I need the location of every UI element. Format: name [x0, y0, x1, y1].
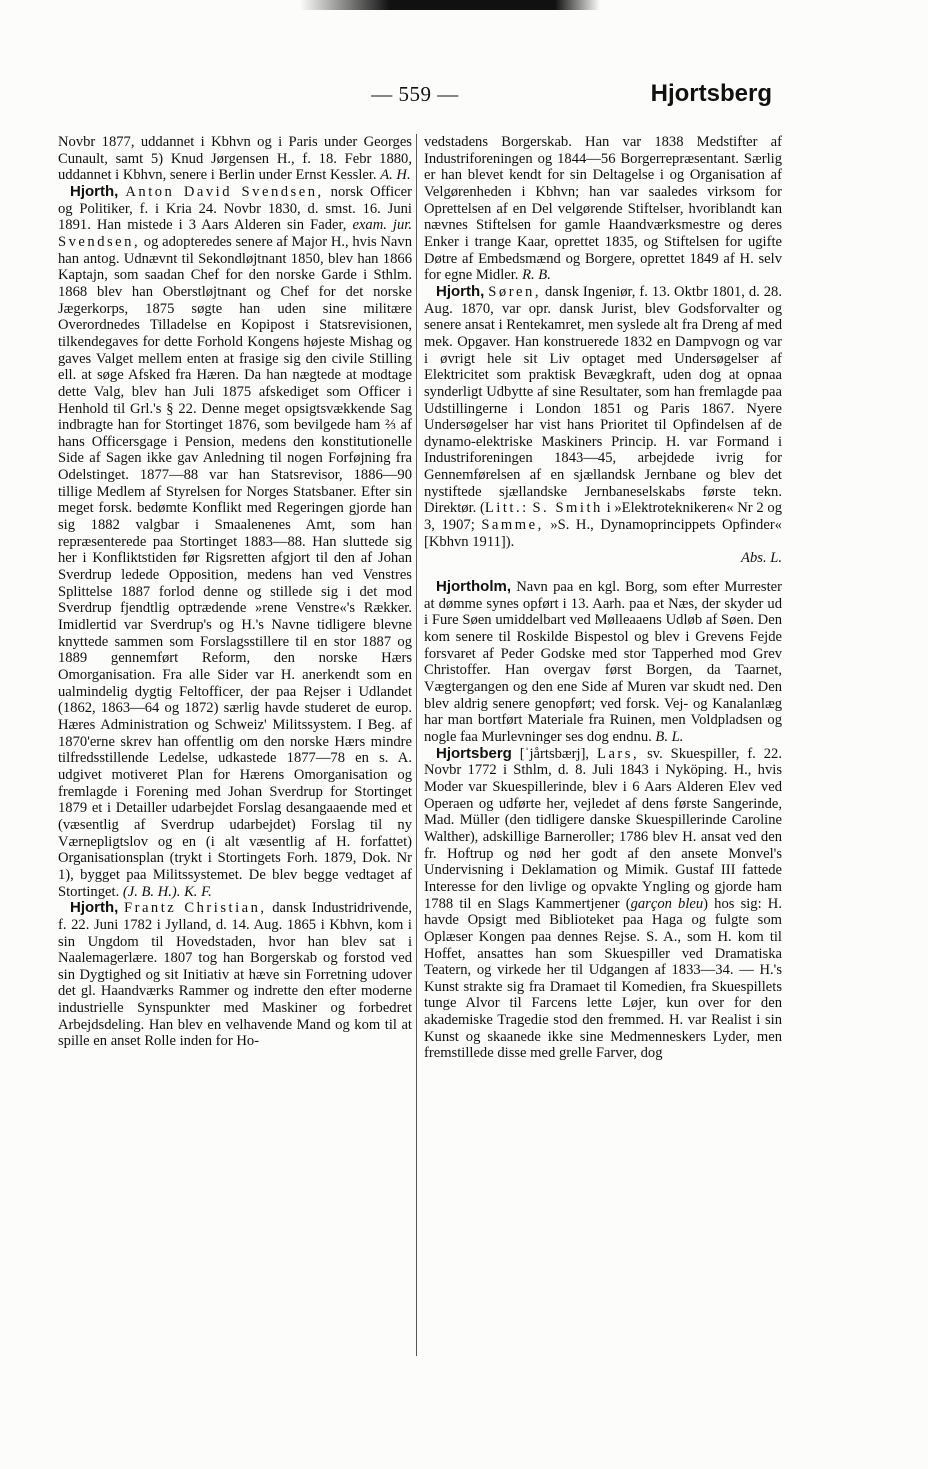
- column-divider: [416, 134, 417, 1356]
- entry-name: Lars,: [597, 745, 640, 762]
- entry-hjorth-anton: [58, 184, 412, 900]
- entry-text: og adopteredes senere af Major H., hvis Navn han antog. Udnævnt til Sekondløjtnant 1850, blev han 1866 Kaptajn, som saadan Chef for den norske Garde i Sthlm. 1868 blev han Oberstløjtnant og Chef for det norske Jægerkorps, 1875 søgte han uden sine militære Overordnedes Tilladelse en Kopipost i Statsrevisionen, tilkendegaves for dette Forhold Kongens højeste Mishag og gaves Valget mellem enten at frasige sig den civile Stilling ell. at søge Afsked fra Hæren. Da han nægtede at modtage dette Valg, blev han Juli 1875 afskediget som Officer i Henhold til Grl.'s § 22. Denne meget opsigtsvækkende Sag indbragte han for Stortinget 1876, som bevilgede ham ⅔ af hans Officersgage i Pension, medens den konstitutionelle Side af Sagen ikke gav Anledning til nogen Forføjning fra Odelstinget. 1877—88 var han Statsrevisor, 1886—90 tillige Medlem af Styrelsen for Norges Statsbaner. Efter sin meget forsk. bedømte Konflikt med Regeringen gjorde han sig 1882 valgbar i Smaalenenes Amt, som han repræsenterede paa Stortinget 1883—88. Han sluttede sig her i Konfliktstiden før Rigsretten afgjort til den af Johan Sverdrup ledede Opposition, medens han ved Venstres Splittelse 1887 forlod denne og stillede sig i det mod Sverdrup fjendtlig optrædende »rene Venstre«'s Rækker. Imidlertid var Sverdrup's og H.'s Navne tidligere blevne knyttede sammen som Forslagsstillere til en stor 1887 og 1889 gennemført Reform, den norske Hærs Omorganisation. Fra alle Sider var H. anerkendt som en ualmindelig dygtig Feltofficer, der paa Rejser i Udlandet (1862, 1863—64 og 1872) særlig havde studeret de europ. Hæres Administration og Schweiz' Militssystem. I Beg. af 1870'erne skrev han offentlig om den norske Hærs mindre tilfredsstillende Ledelse, udkastede 1877—78 en s. A. udgivet motiveret Plan for Hærens Omorganisation og fremlagde i Forening med Johan Sverdrup for Stortinget 1879 et i Detailler udarbejdet Forslag desangaaende med et (væsentlig af Sverdrup udarbejdet) Forslag til ny Værnepligtslov og en (i alt væsentlig af H. forfattet) Organisationsplan (trykt i Stortingets Forh. 1879, Dok. Nr 1), bygget paa Militssystemet. De blev begge vedtaget af Stortinget.: [58, 233, 412, 900]
- right-column: [424, 134, 782, 1354]
- running-head: Hjortsberg: [650, 80, 772, 107]
- degree-text: exam. jur.: [352, 217, 412, 234]
- paragraph-text: vedstadens Borgerskab. Han var 1838 Medstifter af Industriforeningen og 1844—56 Borgerrepræsentant. Særlig er han blevet kendt for sin Deltagelse i og Organisation af Velgørenheden i Kbhvn; han var saaledes virksom for Oprettelsen af en Del velgørende Stiftelser, hvoriblandt kan nævnes Stiftelsen for gamle Haandværksmestre og deres Enker i trange Kaar, oprettet 1835, og Stiftelsen for ugifte Døtre af Embedsmænd og Borgere, oprettet 1849 af H. selv for egne Midler.: [424, 134, 782, 284]
- entry-headword: Hjortholm,: [436, 578, 511, 596]
- entry-text: »S. H., Dynamoprincippets Opfinder« [Kbhvn 1911]).: [424, 517, 782, 550]
- entry-headword: Hjorth,: [70, 182, 119, 200]
- continuation-paragraph: [424, 134, 782, 284]
- entry-text: dansk Ingeniør, f. 13. Oktbr 1801, d. 28. Aug. 1870, var opr. dansk Jurist, blev Godsforvalter og senere ansat i Rentekamret, men syslede alt fra Dreng af med mek. Opgaver. Han konstruerede 1832 en Dampvogn og var i øvrigt hele sit Liv optaget med Undersøgelser af Elektricitet som praktisk Bevægkraft, uden dog at opnaa synderligt Udbytte af sine Resultater, som han fremlagde paa Udstillingerne i London 1851 og Paris 1867. Nyere Undersøgelser har vist hans Prioritet til Opfindelsen af de dynamo-elektriske Maskiners Princip. H. var Formand i Industriforeningen 1843—45, arbejdede ivrig for Gennemførelsen af en sjællandsk Jernbane og blev det nystiftede sjællandske Jernbaneselskabs første tekn. Direktør. (: [424, 283, 782, 517]
- entry-text: sv. Skuespiller, f. 22. Novbr 1772 i Sthlm, d. 8. Juli 1843 i Nyköping. H., hvis Moder var Skuespillerinde, blev i 6 Aars Alderen Elev ved Operaen og udførte her, vejledet af dens første Sangerinde, Mad. Müller (den tidligere danske Skuespillerinde Caroline Walther), adskillige Barneroller; 1786 blev H. ansat ved den fr. Hoftrup og nød her godt af den ansete Monvel's Undervisning i Deklamation og Mimik. Gustaf III fattede Interesse for den livlige og opvakte Yngling og gjorde ham 1788 til en Slags Kammertjener (: [424, 745, 782, 912]
- entry-headword: Hjortsberg: [436, 744, 512, 762]
- entry-hjortholm: [424, 579, 782, 746]
- author-signature: R. B.: [522, 267, 551, 284]
- page-number: — 559 —: [371, 82, 459, 106]
- entry-headword: Hjorth,: [70, 899, 119, 917]
- continuation-paragraph: [58, 134, 412, 184]
- spaced-name: S. Smith: [532, 500, 603, 517]
- entry-hjorth-frantz: [58, 900, 412, 1050]
- author-signature: A. H.: [380, 167, 411, 184]
- entry-headword: Hjorth,: [436, 282, 485, 300]
- entry-text: dansk Industridrivende, f. 22. Juni 1782 i Jylland, d. 14. Aug. 1865 i Kbhvn, kom i sin Ungdom til Hovedstaden, hvor han blev sat i Naalemagerlære. 1807 tog han Borgerskab og forstod ved sin Dygtighed og sit Initiativ at hæve sin Forretning udover det gl. Haandværks Rammer og indrette den efter moderne industrielle Synspunkter med Maskiner og forbedret Arbejdsdeling. Han blev en velhavende Mand og kom til at spille en anset Rolle inden for Ho-: [58, 900, 412, 1050]
- entry-text: i »Elektroteknikeren« Nr 2 og 3, 1907;: [424, 500, 782, 534]
- italic-term: garçon bleu: [630, 895, 704, 912]
- entry-hjortsberg: [424, 746, 782, 1062]
- spaced-name: Samme,: [481, 517, 544, 534]
- entry-name: Frantz Christian,: [123, 900, 267, 917]
- left-column: [58, 134, 412, 1354]
- author-signature: (J. B. H.). K. F.: [122, 883, 212, 900]
- entry-text: Navn paa en kgl. Borg, som efter Murrester at dømme synes opført i 13. Aarh. paa et Næs, der skyder ud i Fure Søen umiddelbart ved Mølleaaens Udløb af Søen. Den kom senere til Roskilde Bispestol og blev i Grevens Fejde forsvaret af Peder Godske med stor Tapperhed mod Grev Christoffer. Han overgav først Borgen, da Taarnet, Vægtergangen og den ene Side af Muren var skudt ned. Den blev aldrig senere genopført; ved forsk. Vej- og Kanalanlæg har man bortført Materiale fra Ruinen, men Voldpladsen og nogle faa Murlevninger ses dog endnu.: [424, 579, 782, 745]
- spaced-name: Svendsen,: [58, 233, 141, 250]
- entry-text: ) hos sig: H. havde Opsigt med Biblioteket paa Haga og fulgte som Oplæser Kongen paa dennes Rejse. S. A., som H. kom til Hoffet, ansattes han som Skuespiller ved Dramatiska Teatern, og virkede her til Udgangen af 1833—34. — H.'s Kunst strakte sig fra Dramaet til Komedien, fra Skuespillets tunge Alvor til Farcens lette Løjer, kun over for den akademiske Tragedie stod den fremmed. H. var Realist i sin Kunst og skaanede ikke sine Medmenneskers Lyder, men fremstillede disse med grelle Farver, dog: [424, 895, 782, 1062]
- pronunciation: [ˈjårtsbærj],: [519, 745, 590, 762]
- paragraph-text: Novbr 1877, uddannet i Kbhvn og i Paris under Georges Cunault, samt 5) Knud Jørgensen H., f. 18. Febr 1880, uddannet i Kbhvn, senere i Berlin under Ernst Kessler.: [58, 134, 412, 184]
- top-scan-mark: [300, 0, 600, 10]
- author-signature: Abs. L.: [741, 550, 782, 567]
- entry-name: Anton David Svendsen,: [125, 183, 324, 200]
- entry-text: norsk Officer og Politiker, f. i Kria 24. Novbr 1830, d. smst. 16. Juni 1891. Han mistede i 3 Aars Alderen sin Fader,: [58, 183, 412, 234]
- literature-label: Litt.:: [484, 500, 529, 517]
- author-signature: B. L.: [655, 728, 684, 745]
- entry-name: Søren,: [488, 283, 541, 300]
- entry-hjorth-soren: [424, 284, 782, 567]
